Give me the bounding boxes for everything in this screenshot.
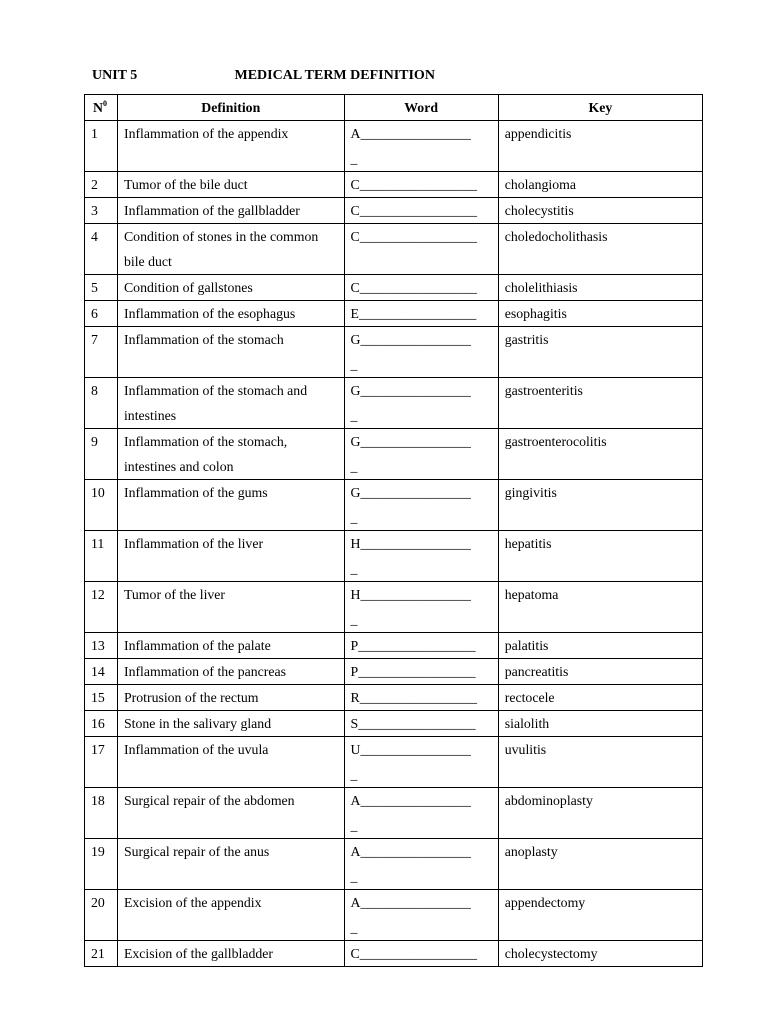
row-key: esophagitis	[498, 301, 702, 327]
row-definition: Inflammation of the stomach and intestines	[117, 378, 344, 429]
table-row	[85, 172, 703, 198]
row-word-blank: E_________________	[344, 301, 498, 327]
row-key: gastroenteritis	[498, 378, 702, 429]
row-word-blank: U________________ _	[344, 737, 498, 788]
row-number: 5	[85, 275, 118, 301]
row-number: 4	[85, 224, 118, 275]
table-row	[85, 659, 703, 685]
table-row	[85, 327, 703, 378]
row-number: 10	[85, 480, 118, 531]
column-header-word: Word	[344, 95, 498, 121]
table-row	[85, 582, 703, 633]
row-definition: Surgical repair of the anus	[117, 839, 344, 890]
table-row	[85, 711, 703, 737]
row-number: 14	[85, 659, 118, 685]
row-key: anoplasty	[498, 839, 702, 890]
row-number: 20	[85, 890, 118, 941]
row-word-blank: H________________ _	[344, 531, 498, 582]
table-row	[85, 429, 703, 480]
row-word-blank: C_________________	[344, 941, 498, 967]
row-key: palatitis	[498, 633, 702, 659]
column-header-number: $N^0$	[85, 95, 118, 121]
row-word-blank: C_________________	[344, 224, 498, 275]
row-number: 17	[85, 737, 118, 788]
table-row	[85, 839, 703, 890]
row-key: hepatitis	[498, 531, 702, 582]
row-definition: Inflammation of the gums	[117, 480, 344, 531]
row-word-blank: C_________________	[344, 172, 498, 198]
row-word-blank: G________________ _	[344, 327, 498, 378]
table-row	[85, 378, 703, 429]
table-row	[85, 531, 703, 582]
row-key: gingivitis	[498, 480, 702, 531]
column-header-key: Key	[498, 95, 702, 121]
table-row	[85, 788, 703, 839]
row-key: cholecystectomy	[498, 941, 702, 967]
table-row	[85, 685, 703, 711]
table-row	[85, 224, 703, 275]
row-number: 16	[85, 711, 118, 737]
table-row	[85, 198, 703, 224]
row-number: 6	[85, 301, 118, 327]
row-definition: Inflammation of the liver	[117, 531, 344, 582]
row-word-blank: C_________________	[344, 198, 498, 224]
page-title	[92, 68, 435, 84]
row-key: rectocele	[498, 685, 702, 711]
row-key: hepatoma	[498, 582, 702, 633]
row-word-blank: G________________ _	[344, 429, 498, 480]
row-key: cholecystitis	[498, 198, 702, 224]
row-number: 13	[85, 633, 118, 659]
row-definition: Tumor of the bile duct	[117, 172, 344, 198]
row-word-blank: S_________________	[344, 711, 498, 737]
row-word-blank: C_________________	[344, 275, 498, 301]
row-word-blank: P_________________	[344, 659, 498, 685]
row-word-blank: A________________ _	[344, 121, 498, 172]
table-row	[85, 941, 703, 967]
row-definition: Stone in the salivary gland	[117, 711, 344, 737]
row-number: 15	[85, 685, 118, 711]
row-definition: Excision of the gallbladder	[117, 941, 344, 967]
row-word-blank: A________________ _	[344, 839, 498, 890]
table-row	[85, 737, 703, 788]
table-row	[85, 480, 703, 531]
row-number: 2	[85, 172, 118, 198]
row-definition: Tumor of the liver	[117, 582, 344, 633]
row-definition: Condition of gallstones	[117, 275, 344, 301]
row-key: gastroenterocolitis	[498, 429, 702, 480]
table-header-row	[85, 95, 703, 121]
row-definition: Protrusion of the rectum	[117, 685, 344, 711]
row-definition: Condition of stones in the common bile duct	[117, 224, 344, 275]
row-number: 12	[85, 582, 118, 633]
row-key: uvulitis	[498, 737, 702, 788]
row-key: appendicitis	[498, 121, 702, 172]
table-row	[85, 633, 703, 659]
table-row	[85, 890, 703, 941]
row-number: 3	[85, 198, 118, 224]
row-key: gastritis	[498, 327, 702, 378]
row-number: 19	[85, 839, 118, 890]
row-word-blank: A________________ _	[344, 788, 498, 839]
row-word-blank: G________________ _	[344, 378, 498, 429]
row-number: 9	[85, 429, 118, 480]
row-definition: Inflammation of the esophagus	[117, 301, 344, 327]
row-definition: Inflammation of the pancreas	[117, 659, 344, 685]
row-number: 8	[85, 378, 118, 429]
row-key: appendectomy	[498, 890, 702, 941]
row-definition: Excision of the appendix	[117, 890, 344, 941]
unit-label: UNIT 5	[92, 68, 138, 83]
column-header-definition: Definition	[117, 95, 344, 121]
row-key: choledocholithasis	[498, 224, 702, 275]
table-row	[85, 275, 703, 301]
row-key: sialolith	[498, 711, 702, 737]
row-definition: Surgical repair of the abdomen	[117, 788, 344, 839]
row-number: 1	[85, 121, 118, 172]
row-definition: Inflammation of the gallbladder	[117, 198, 344, 224]
row-number: 21	[85, 941, 118, 967]
row-word-blank: P_________________	[344, 633, 498, 659]
row-word-blank: R_________________	[344, 685, 498, 711]
row-key: cholelithiasis	[498, 275, 702, 301]
row-definition: Inflammation of the stomach	[117, 327, 344, 378]
row-definition: Inflammation of the uvula	[117, 737, 344, 788]
row-number: 11	[85, 531, 118, 582]
table-row	[85, 121, 703, 172]
row-word-blank: G________________ _	[344, 480, 498, 531]
row-word-blank: H________________ _	[344, 582, 498, 633]
document-title: MEDICAL TERM DEFINITION	[234, 68, 435, 83]
table-row	[85, 301, 703, 327]
row-definition: Inflammation of the stomach, intestines and colon	[117, 429, 344, 480]
row-number: 7	[85, 327, 118, 378]
medical-term-table	[84, 94, 703, 967]
row-word-blank: A________________ _	[344, 890, 498, 941]
row-key: pancreatitis	[498, 659, 702, 685]
row-key: abdominoplasty	[498, 788, 702, 839]
row-definition: Inflammation of the palate	[117, 633, 344, 659]
row-key: cholangioma	[498, 172, 702, 198]
row-number: 18	[85, 788, 118, 839]
row-definition: Inflammation of the appendix	[117, 121, 344, 172]
